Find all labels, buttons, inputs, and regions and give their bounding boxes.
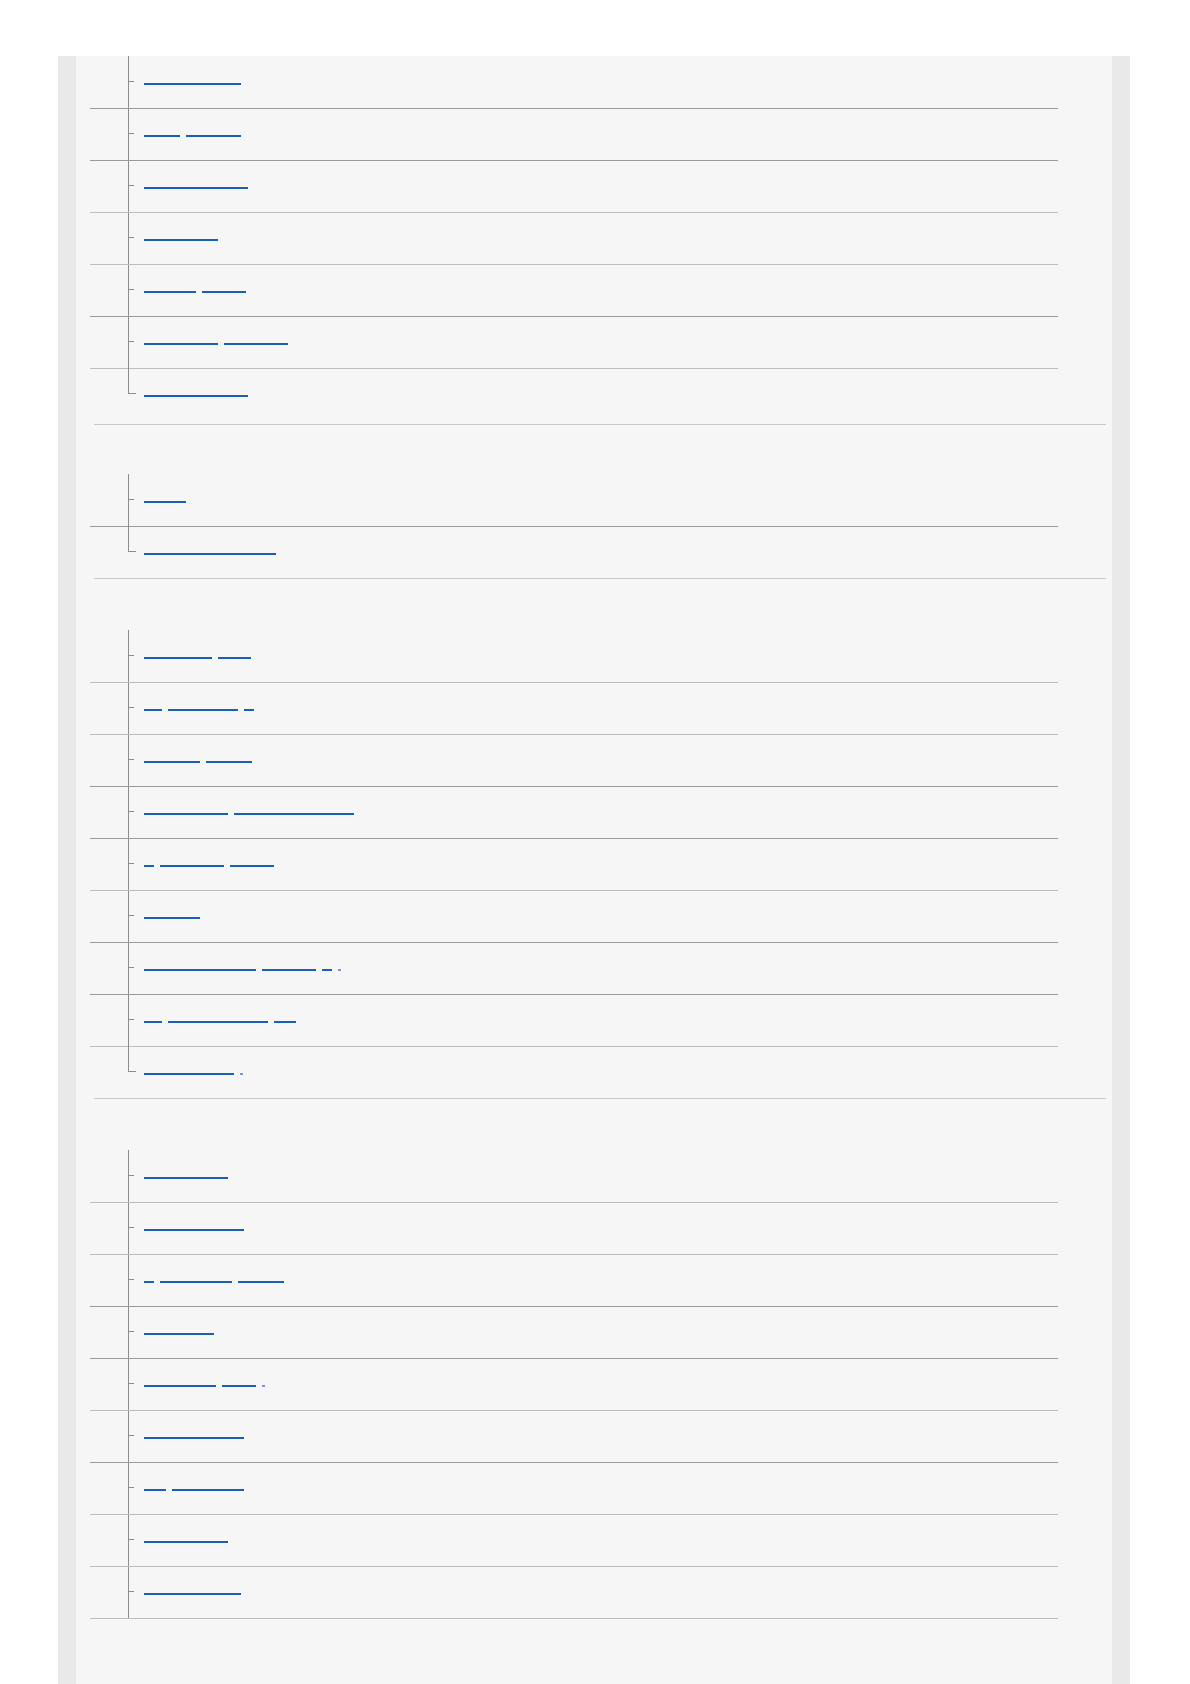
list-item[interactable]: [128, 1202, 1112, 1254]
section-divider: [94, 424, 1106, 425]
link-underline[interactable]: [144, 1593, 241, 1595]
link-underline[interactable]: [144, 135, 180, 137]
item-link[interactable]: [144, 225, 224, 241]
tree-connector: [128, 1042, 136, 1072]
item-link[interactable]: [144, 1579, 247, 1595]
link-underline[interactable]: [144, 761, 200, 763]
item-link[interactable]: [144, 487, 192, 503]
item-link[interactable]: [144, 1267, 290, 1283]
link-underline[interactable]: [262, 969, 316, 971]
tree-connector: [128, 1019, 134, 1020]
list-item[interactable]: [128, 1150, 1112, 1202]
item-link[interactable]: [144, 1423, 250, 1439]
list-item[interactable]: [128, 264, 1112, 316]
list-item[interactable]: [128, 786, 1112, 838]
link-underline[interactable]: [144, 813, 228, 815]
section-3: [76, 630, 1112, 1098]
item-link[interactable]: [144, 121, 247, 137]
item-link[interactable]: [144, 799, 360, 815]
tree-connector: [128, 341, 134, 342]
list-item[interactable]: [128, 1462, 1112, 1514]
tree-connector: [128, 655, 134, 656]
section-2: [76, 474, 1112, 578]
item-link[interactable]: [144, 329, 294, 345]
list-item[interactable]: [128, 838, 1112, 890]
item-link[interactable]: [144, 695, 260, 711]
link-underline[interactable]: [144, 83, 241, 85]
list-item[interactable]: [128, 316, 1112, 368]
list-item[interactable]: [128, 1410, 1112, 1462]
tree-connector: [128, 1175, 134, 1176]
list-item[interactable]: [128, 526, 1112, 578]
tree-connector: [128, 863, 134, 864]
link-underline[interactable]: [144, 501, 186, 503]
list-item[interactable]: [128, 734, 1112, 786]
section-1: [76, 56, 1112, 424]
link-underline[interactable]: [144, 1489, 166, 1491]
row-divider: [90, 1618, 1058, 1619]
link-underline[interactable]: [144, 187, 248, 189]
list-item[interactable]: [128, 368, 1112, 420]
tree-connector: [128, 707, 134, 708]
item-link[interactable]: [144, 1371, 271, 1387]
tree-connector: [128, 1487, 134, 1488]
link-underline[interactable]: [172, 1489, 244, 1491]
tree-connector: [128, 1227, 134, 1228]
list-item[interactable]: [128, 1046, 1112, 1098]
item-link[interactable]: [144, 173, 254, 189]
item-link[interactable]: [144, 1007, 302, 1023]
item-link[interactable]: [144, 643, 257, 659]
list-item[interactable]: [128, 1306, 1112, 1358]
tree-connector: [128, 1279, 134, 1280]
link-underline[interactable]: [144, 553, 276, 555]
link-underline[interactable]: [234, 813, 354, 815]
list-item[interactable]: [128, 942, 1112, 994]
list-item[interactable]: [128, 1566, 1112, 1618]
link-underline[interactable]: [168, 709, 238, 711]
tree-connector: [128, 499, 134, 500]
list-item[interactable]: [128, 212, 1112, 264]
tree-connector: [128, 1591, 134, 1592]
section-divider: [94, 578, 1106, 579]
link-underline[interactable]: [144, 969, 256, 971]
item-link[interactable]: [144, 1527, 234, 1543]
list-item[interactable]: [128, 56, 1112, 108]
tree-connector: [128, 1383, 134, 1384]
link-underline[interactable]: [144, 343, 218, 345]
item-link[interactable]: [144, 539, 282, 555]
link-underline[interactable]: [144, 1437, 244, 1439]
item-link[interactable]: [144, 747, 258, 763]
link-underline[interactable]: [144, 395, 248, 397]
link-underline[interactable]: [160, 1281, 232, 1283]
link-underline[interactable]: [238, 1281, 284, 1283]
list-item[interactable]: [128, 160, 1112, 212]
link-underline[interactable]: [224, 343, 288, 345]
section-divider: [94, 1098, 1106, 1099]
item-link[interactable]: [144, 903, 206, 919]
tree-connector: [128, 133, 134, 134]
tree-connector: [128, 759, 134, 760]
link-underline[interactable]: [244, 709, 254, 711]
link-underline[interactable]: [206, 761, 252, 763]
link-underline[interactable]: [168, 1021, 268, 1023]
tree-connector: [128, 368, 136, 394]
item-link[interactable]: [144, 1059, 249, 1075]
link-underline[interactable]: [202, 291, 246, 293]
link-underline[interactable]: [322, 969, 332, 971]
item-link[interactable]: [144, 1215, 250, 1231]
list-item[interactable]: [128, 682, 1112, 734]
item-link[interactable]: [144, 277, 252, 293]
tree-connector: [128, 1331, 134, 1332]
link-underline[interactable]: [144, 1073, 234, 1075]
list-item[interactable]: [128, 1358, 1112, 1410]
tree-connector: [128, 237, 134, 238]
tree-connector: [128, 289, 134, 290]
tree-connector: [128, 1435, 134, 1436]
link-underline[interactable]: [144, 1021, 162, 1023]
item-link[interactable]: [144, 69, 247, 85]
link-underline[interactable]: [144, 1385, 216, 1387]
item-link[interactable]: [144, 1475, 250, 1491]
tree-connector: [128, 915, 134, 916]
list-item[interactable]: [128, 1514, 1112, 1566]
link-underline[interactable]: [218, 657, 251, 659]
link-underline[interactable]: [222, 1385, 256, 1387]
link-underline[interactable]: [144, 1177, 228, 1179]
link-underline[interactable]: [186, 135, 241, 137]
link-underline[interactable]: [144, 917, 200, 919]
item-link[interactable]: [144, 1163, 234, 1179]
link-underline[interactable]: [160, 865, 224, 867]
item-link[interactable]: [144, 851, 280, 867]
list-item[interactable]: [128, 994, 1112, 1046]
link-underline[interactable]: [144, 709, 162, 711]
link-underline[interactable]: [230, 865, 274, 867]
tree-connector: [128, 185, 134, 186]
link-underline[interactable]: [144, 291, 196, 293]
list-item[interactable]: [128, 630, 1112, 682]
tree-connector: [128, 967, 134, 968]
link-underline[interactable]: [240, 1073, 243, 1075]
link-underline[interactable]: [144, 657, 212, 659]
tree-connector: [128, 1539, 134, 1540]
link-underline[interactable]: [144, 1333, 214, 1335]
tree-connector: [128, 81, 134, 82]
section-4: [76, 1150, 1112, 1670]
link-underline[interactable]: [144, 1281, 154, 1283]
item-link[interactable]: [144, 955, 347, 971]
link-underline[interactable]: [144, 1541, 228, 1543]
link-underline[interactable]: [144, 865, 154, 867]
item-link[interactable]: [144, 1319, 220, 1335]
link-underline[interactable]: [144, 239, 218, 241]
list-item[interactable]: [128, 108, 1112, 160]
link-underline[interactable]: [262, 1385, 265, 1387]
tree-connector: [128, 811, 134, 812]
list-item[interactable]: [128, 890, 1112, 942]
list-item[interactable]: [128, 474, 1112, 526]
link-underline[interactable]: [144, 1229, 244, 1231]
link-underline[interactable]: [338, 969, 341, 971]
link-tree-content: [76, 56, 1112, 1684]
item-link[interactable]: [144, 381, 254, 397]
list-item[interactable]: [128, 1254, 1112, 1306]
link-underline[interactable]: [274, 1021, 296, 1023]
tree-connector: [128, 526, 136, 552]
